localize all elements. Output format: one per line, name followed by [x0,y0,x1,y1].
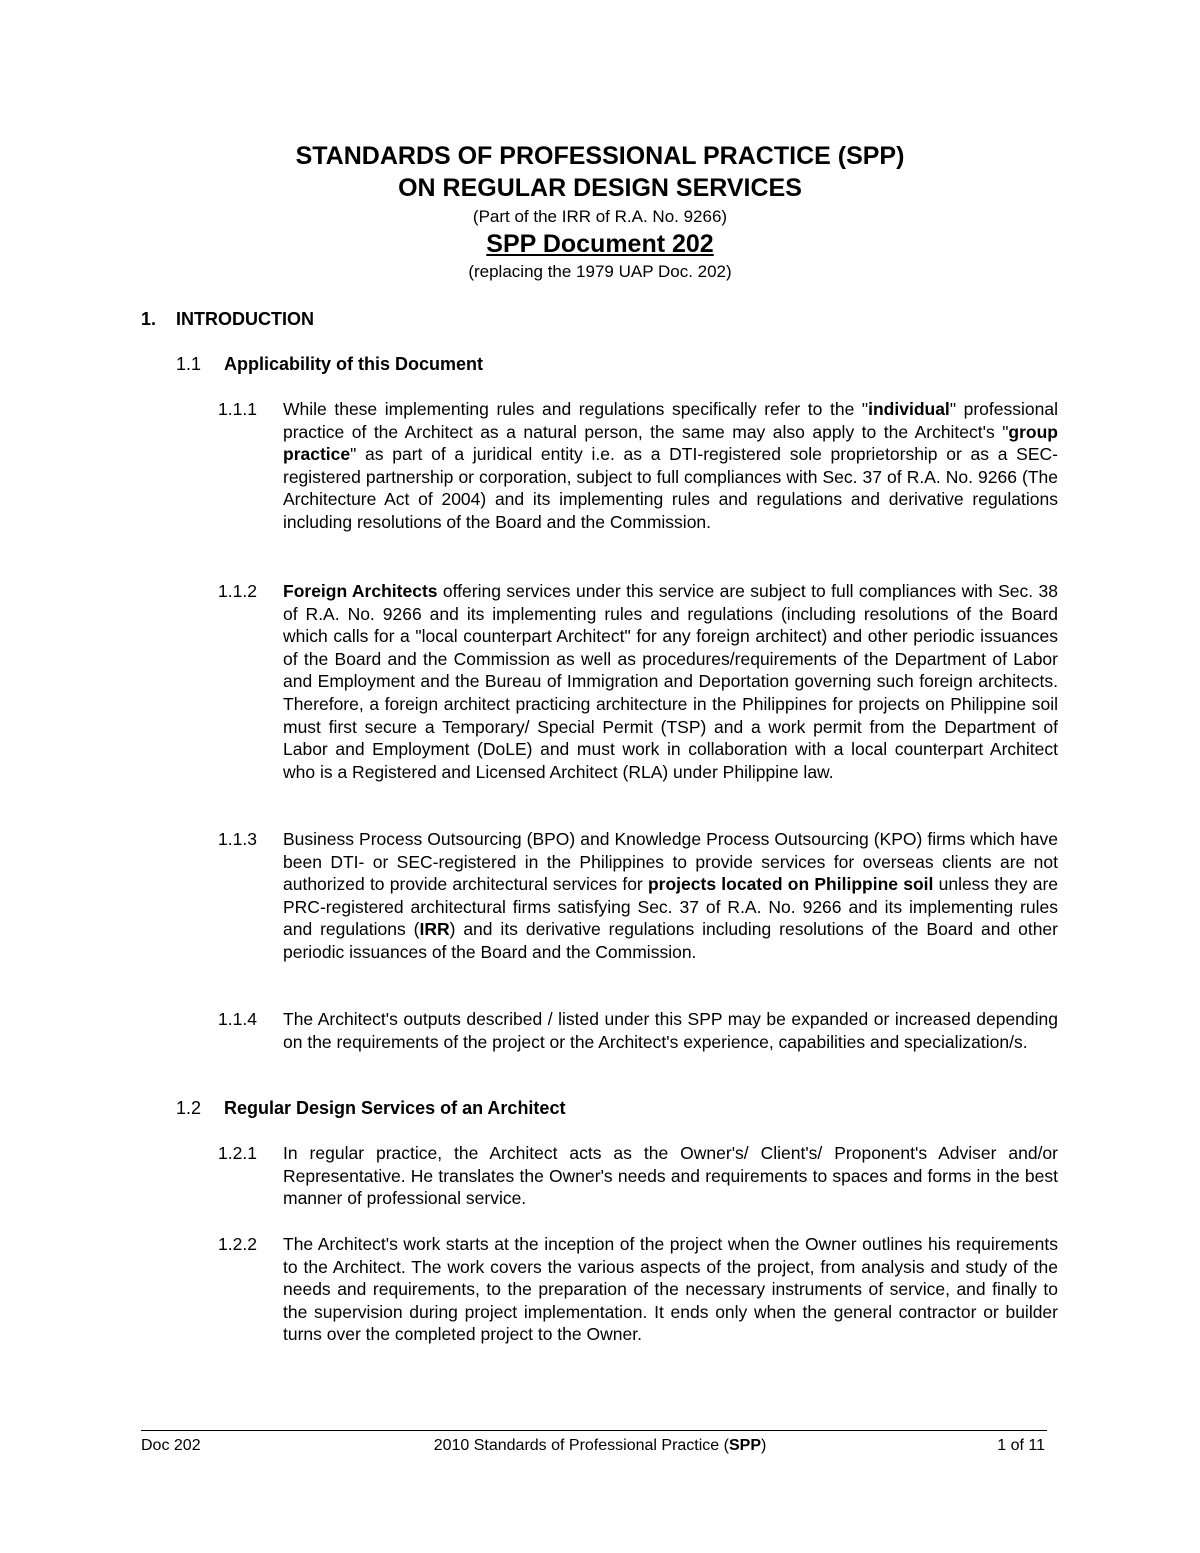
paragraph-text: The Architect's work starts at the inception of the project when the Owner outlines his requirements to the Architect. The work covers the various aspects of the project, from analysis and study of the needs and requirements, to the preparation of the necessary instruments of service, and finally to the supervision during project implementation. It ends only when the general contractor or builder turns over the completed project to the Owner. [283,1234,1058,1345]
paragraph-number: 1.1.1 [218,399,257,419]
paragraph-number: 1.2.1 [218,1143,257,1163]
paragraph-number: 1.1.2 [218,581,257,601]
section-1-2-heading [176,1098,565,1119]
subtitle: (Part of the IRR of R.A. No. 9266) [472,207,728,226]
paragraph-1-1-1 [218,398,1058,534]
section-number: 1. [141,309,157,329]
footer-divider [141,1430,1047,1431]
section-number: 1.2 [176,1098,202,1118]
title-line-1: STANDARDS OF PROFESSIONAL PRACTICE (SPP) [295,142,905,170]
paragraph-1-2-1 [218,1142,1058,1210]
replacing-note: (replacing the 1979 UAP Doc. 202) [468,262,732,281]
title-line-2: ON REGULAR DESIGN SERVICES [398,174,802,202]
paragraph-1-1-2 [218,580,1058,783]
section-title: INTRODUCTION [176,309,314,329]
paragraph-number: 1.2.2 [218,1234,257,1254]
paragraph-number: 1.1.3 [218,829,257,849]
paragraph-text: Foreign Architects offering services under this service are subject to full compliances with Sec. 38 of R.A. No. 9266 and its implementing rules and regulations (including resolutions of the Board which calls for a "local counterpart Architect" for any foreign architect) and other periodic issuances of the Board and the Commission as well as procedures/requirements of the Department of Labor and Employment and the Bureau of Immigration and Deportation governing such foreign architects. Therefore, a foreign architect practicing architecture in the Philippines for projects on Philippine soil must first secure a Temporary/ Special Permit (TSP) and a work permit from the Department of Labor and Employment (DoLE) and must work in collaboration with a local counterpart Architect who is a Registered and Licensed Architect (RLA) under Philippine law. [283,581,1058,782]
paragraph-text: In regular practice, the Architect acts as the Owner's/ Client's/ Proponent's Adviser and/or Representative. He translates the Owner's needs and requirements to spaces and forms in the best manner of professional service. [283,1143,1058,1209]
section-1-1-heading [176,354,483,375]
paragraph-1-1-3 [218,828,1058,964]
document-title: SPP Document 202 [486,230,714,258]
paragraph-text: While these implementing rules and regulations specifically refer to the "individual" professional practice of the Architect as a natural person, the same may also apply to the Architect's "group practice" as part of a juridical entity i.e. as a DTI-registered sole proprietorship or as a SEC-registered partnership or corporation, subject to full compliances with Sec. 37 of R.A. No. 9266 (The Architecture Act of 2004) and its implementing rules and regulations and derivative regulations including resolutions of the Board and the Commission. [283,399,1058,532]
paragraph-1-1-4 [218,1008,1058,1053]
section-1-heading [141,309,314,330]
section-number: 1.1 [176,354,202,374]
paragraph-1-2-2 [218,1233,1058,1346]
paragraph-text: The Architect's outputs described / listed under this SPP may be expanded or increased depending on the requirements of the project or the Architect's experience, capabilities and specialization/s. [283,1009,1058,1052]
paragraph-number: 1.1.4 [218,1009,257,1029]
section-title: Applicability of this Document [224,354,484,374]
footer-title: 2010 Standards of Professional Practice (SPP) [433,1437,767,1454]
section-title: Regular Design Services of an Architect [224,1098,566,1118]
footer-page-number: 1 of 11 [997,1437,1045,1454]
paragraph-text: Business Process Outsourcing (BPO) and Knowledge Process Outsourcing (KPO) firms which have been DTI- or SEC-registered in the Philippines to provide services for overseas clients are not authorized to provide architectural services for projects located on Philippine soil unless they are PRC-registered architectural firms satisfying Sec. 37 of R.A. No. 9266 and its implementing rules and regulations (IRR) and its derivative regulations including resolutions of the Board and other periodic issuances of the Board and the Commission. [283,829,1059,962]
footer-doc-label: Doc 202 [141,1437,201,1454]
